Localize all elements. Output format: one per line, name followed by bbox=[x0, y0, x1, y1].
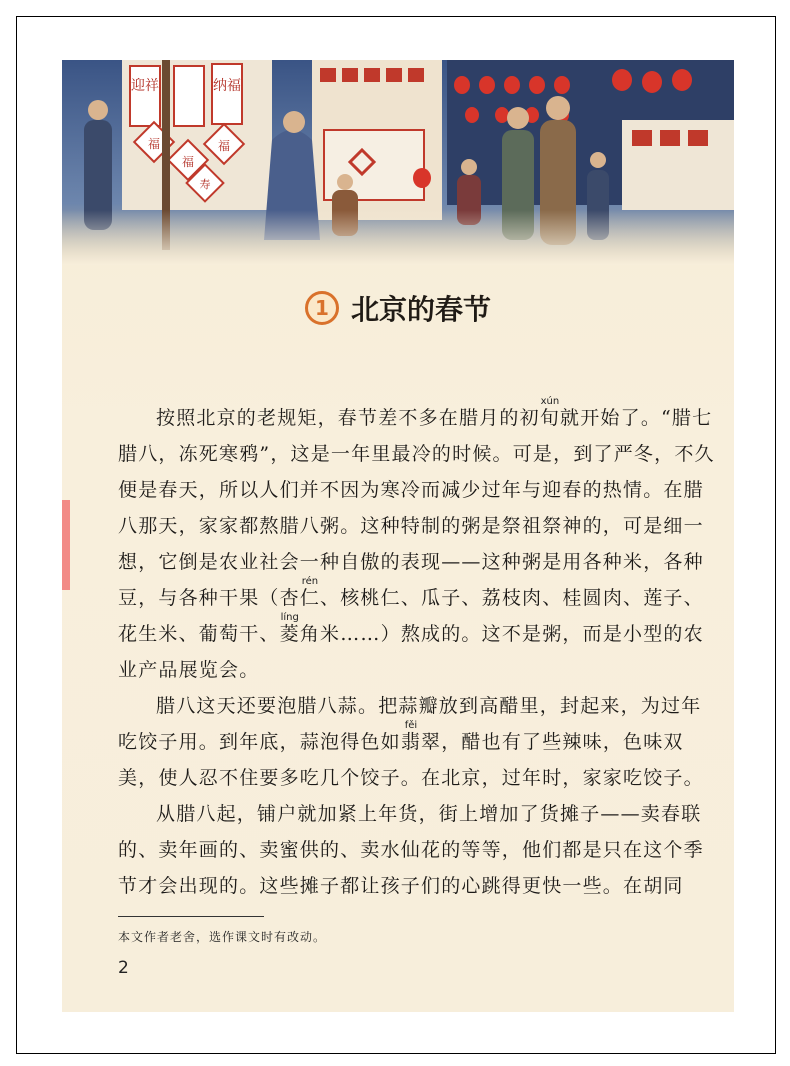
sign-text-3: 福 bbox=[147, 137, 161, 151]
text-run: 翠，醋也有了些辣味，色味双美，使人忍不住要多吃几个饺子。在北京，过年时，家家吃饺子。 bbox=[118, 731, 704, 789]
sign-text-4: 福 bbox=[181, 155, 195, 169]
paragraph bbox=[118, 396, 718, 688]
text-run: 腊八这天还要泡腊八蒜。把蒜瓣放到高醋里，封起来，为过年吃饺子用。到年底，蒜泡得色如 bbox=[118, 695, 702, 753]
lesson-body-text bbox=[118, 396, 718, 904]
text-run: 按照北京的老规矩，春节差不多在腊月的初 bbox=[156, 407, 540, 429]
pinyin-annotated-char: 菱líng bbox=[279, 612, 300, 645]
sign-text-6: 寿 bbox=[199, 178, 211, 191]
footnote-divider bbox=[118, 916, 264, 917]
footnote: 本文作者老舍，选作课文时有改动。 bbox=[118, 930, 327, 944]
paragraph bbox=[118, 688, 718, 796]
text-run: 从腊八起，铺户就加紧上年货，街上增加了货摊子——卖春联的、卖年画的、卖蜜供的、卖水仙花的等等，他们都是只在这个季节才会出现的。这些摊子都让孩子们的心跳得更快一些。在胡同 bbox=[118, 803, 704, 897]
pinyin: xún bbox=[539, 396, 560, 407]
lesson-illustration bbox=[62, 60, 734, 265]
text-run: 就开始了。“腊七腊八，冻死寒鸦”，这是一年里最冷的时候。可是，到了严冬，不久便是春天，所以人们并不因为寒冷而减少过年与迎春的热情。在腊八那天，家家都熬腊八粥。这种特制的粥是祭祖祭神的，可是细一想，它倒是农业社会一种自傲的表现——这种粥是用各种米，各种豆，与各种干果（杏 bbox=[118, 407, 715, 609]
sign-text-5: 福 bbox=[217, 139, 231, 153]
text-run: 角米……）熬成的。这不是粥，而是小型的农业产品展览会。 bbox=[118, 623, 704, 681]
lesson-number-badge: 1 bbox=[305, 291, 339, 325]
lesson-heading bbox=[62, 286, 734, 330]
pinyin: líng bbox=[279, 612, 300, 623]
text-run: 、核桃仁、瓜子、荔枝肉、桂圆肉、莲子、花生米、葡萄干、 bbox=[118, 587, 704, 645]
pinyin-annotated-char: 仁rén bbox=[299, 576, 321, 609]
pinyin: rén bbox=[299, 576, 321, 587]
pinyin-annotated-char: 翡fěi bbox=[400, 720, 422, 753]
page-number: 2 bbox=[118, 958, 129, 978]
pinyin-annotated-char: 旬xún bbox=[539, 396, 561, 429]
paragraph bbox=[118, 796, 718, 904]
market-scene-image bbox=[62, 60, 734, 265]
sign-text-2: 纳福 bbox=[213, 78, 241, 94]
textbook-page bbox=[62, 60, 734, 1012]
pinyin: fěi bbox=[400, 720, 422, 731]
lesson-title: 北京的春节 bbox=[350, 293, 491, 326]
sign-text-1: 迎祥 bbox=[131, 78, 159, 94]
